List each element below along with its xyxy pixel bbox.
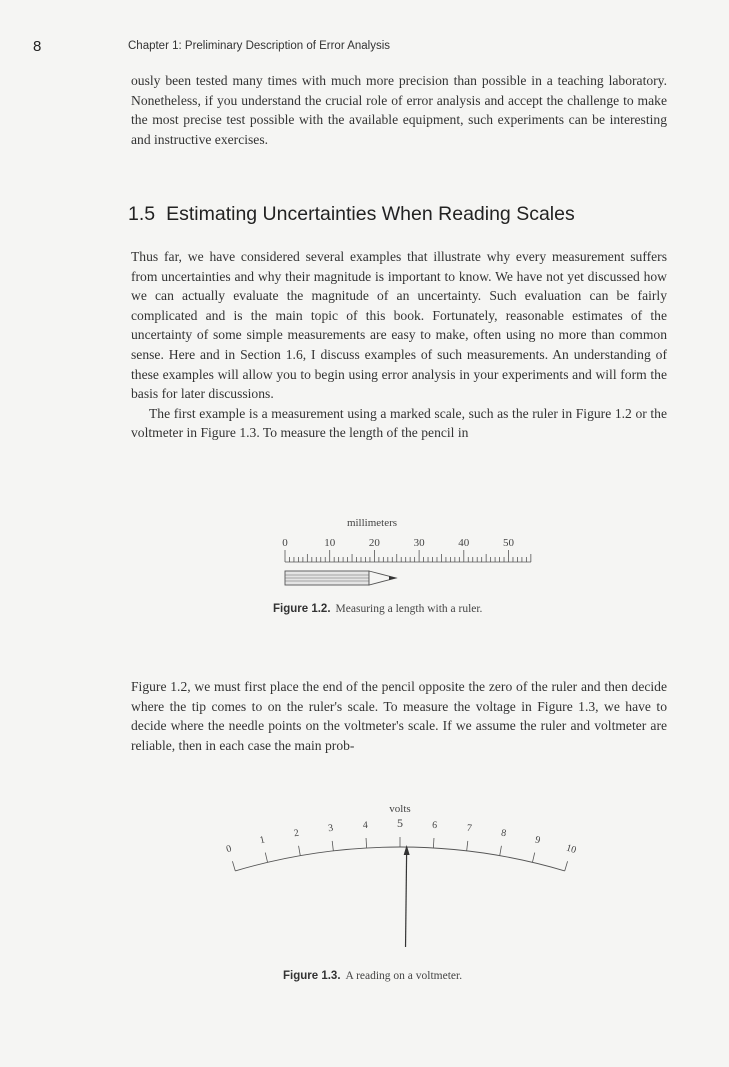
scale-label: 3 bbox=[327, 822, 334, 835]
scale-label: 9 bbox=[533, 834, 542, 847]
voltmeter-needle bbox=[406, 849, 407, 947]
scale-label: 6 bbox=[431, 819, 438, 832]
ruler-tick-label: 30 bbox=[413, 537, 425, 549]
scale-tick bbox=[433, 838, 434, 848]
scale-label: 2 bbox=[293, 827, 300, 840]
paragraph-continuation bbox=[131, 71, 667, 149]
caption-text: A reading on a voltmeter. bbox=[345, 970, 463, 982]
ruler-tick-label: 10 bbox=[324, 537, 336, 549]
ruler-tick-label: 50 bbox=[503, 537, 514, 549]
figure-voltmeter bbox=[200, 797, 600, 997]
scale-tick bbox=[366, 838, 367, 848]
paragraph-text: The first example is a measurement using a marked scale, such as the ruler in Figure 1.2 or the voltmeter in Figure 1.3. To measure the length of the pencil in bbox=[131, 405, 667, 441]
figure-label: Figure 1.3. bbox=[283, 970, 341, 982]
section-heading bbox=[128, 203, 688, 226]
scale-tick bbox=[265, 853, 267, 863]
figure-caption bbox=[283, 970, 462, 982]
scale-label: 10 bbox=[564, 842, 578, 857]
section-number: 1.5 bbox=[128, 203, 156, 225]
scale-label: 8 bbox=[500, 827, 507, 840]
scale-label: 1 bbox=[258, 834, 267, 847]
scale-tick bbox=[232, 861, 235, 871]
scale-label: 4 bbox=[362, 819, 369, 832]
scale-tick bbox=[500, 846, 502, 856]
scale-label: 5 bbox=[397, 816, 403, 830]
scale-tick bbox=[565, 861, 568, 871]
scale-tick bbox=[532, 853, 534, 863]
ruler-tick-labels bbox=[282, 537, 514, 549]
paragraph-text: Thus far, we have considered several examples that illustrate why every measurement suffers from uncertainties and why their magnitude is important to know. We have not yet discussed how we can actually evaluate the magnitude of an uncertainty. Such evaluation can be fairly complicated and is the main topic of this book. Fortunately, reasonable estimates of the uncertainty of some simple measurements are easy to make, often using no more than common sense. Here and in Section 1.6, I discuss examples of such measurements. An understanding of these examples will allow you to begin using error analysis in your experiments and will form the basis for later discussions. bbox=[131, 249, 667, 402]
running-head: Chapter 1: Preliminary Description of Error Analysis bbox=[128, 40, 391, 52]
ruler-tick-label: 20 bbox=[368, 537, 380, 549]
paragraph-text: ously been tested many times with much more precision than possible in a teaching laboratory. Nonetheless, if you understand the crucial role of error analysis and accept the challenge to make the most precise test possible with the available equipment, such experiments can be interesting and instructive exercises. bbox=[131, 73, 667, 147]
figure-label: Figure 1.2. bbox=[273, 603, 331, 615]
paragraph-continued bbox=[131, 677, 667, 755]
voltmeter-unit-label: volts bbox=[389, 803, 411, 815]
ruler-tick-label: 0 bbox=[282, 537, 288, 549]
page-number: 8 bbox=[33, 38, 42, 55]
figure-caption bbox=[273, 603, 482, 615]
caption-text: Measuring a length with a ruler. bbox=[335, 603, 483, 615]
section-body bbox=[131, 247, 667, 443]
pencil bbox=[285, 571, 397, 585]
ruler-tick-label: 40 bbox=[458, 537, 470, 549]
scale-tick bbox=[467, 841, 468, 851]
voltmeter-illustration bbox=[200, 797, 600, 967]
scale-label: 7 bbox=[466, 822, 473, 835]
section-title: Estimating Uncertainties When Reading Scales bbox=[166, 203, 575, 225]
scale-tick bbox=[299, 846, 301, 856]
paragraph-text: Figure 1.2, we must first place the end of the pencil opposite the zero of the ruler and then decide where the tip comes to on the ruler's scale. To measure the voltage in Figure 1.3, we have to decide where the needle points on the voltmeter's scale. If we assume the ruler and voltmeter are reliable, then in each case the main prob- bbox=[131, 679, 667, 753]
ruler-illustration bbox=[250, 512, 550, 592]
page-header bbox=[0, 38, 729, 56]
voltmeter-scale bbox=[225, 816, 578, 871]
ruler-ticks bbox=[285, 550, 531, 562]
ruler-unit-label: millimeters bbox=[346, 517, 398, 529]
needle-tip bbox=[404, 845, 410, 855]
scale-label: 0 bbox=[224, 843, 233, 856]
scale-tick bbox=[332, 841, 333, 851]
scale-arc bbox=[235, 847, 564, 871]
